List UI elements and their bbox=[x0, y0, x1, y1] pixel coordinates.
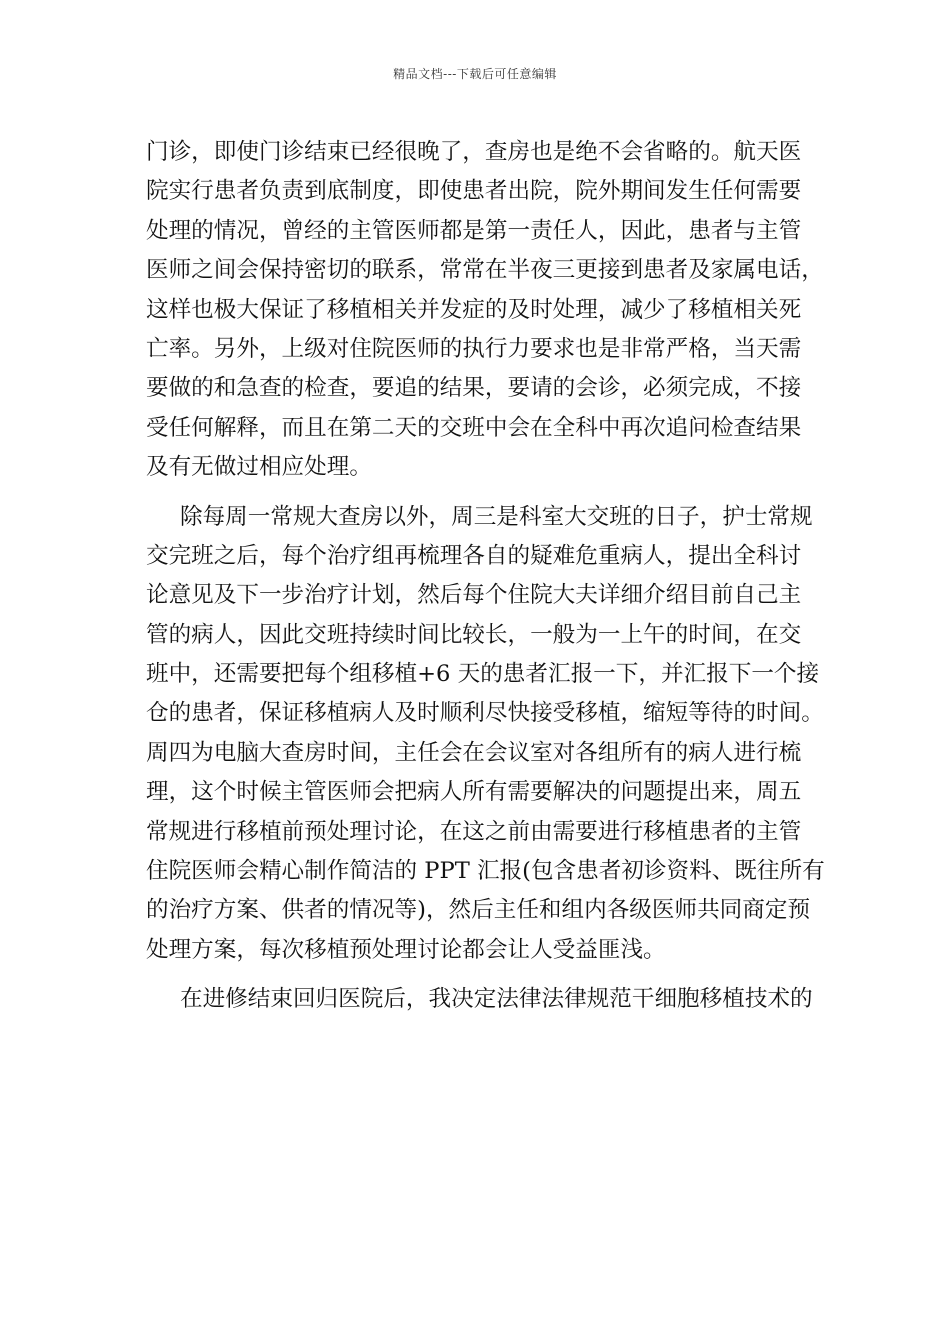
paragraph-3 bbox=[146, 980, 813, 1019]
text-line: 的治疗方案、供者的情况等)，然后主任和组内各级医师共同商定预 bbox=[146, 897, 811, 924]
text-line: 在进修结束回归医院后，我决定法律法律规范干细胞移植技术的 bbox=[180, 986, 813, 1013]
text-line: 院实行患者负责到底制度，即使患者出院，院外期间发生任何需要 bbox=[146, 178, 802, 205]
text-line: 门诊，即使门诊结束已经很晚了，查房也是绝不会省略的。航天医 bbox=[146, 139, 802, 165]
text-line: 班中，还需要把每个组移植+6 天的患者汇报一下，并汇报下一个接 bbox=[146, 661, 820, 688]
text-line: 交完班之后，每个治疗组再梳理各自的疑难危重病人，提出全科讨 bbox=[146, 542, 802, 569]
paragraph-gap bbox=[146, 970, 810, 980]
text-line: 除每周一常规大查房以外，周三是科室大交班的日子，护士常规 bbox=[180, 503, 813, 530]
paragraph-2 bbox=[146, 498, 825, 971]
text-line: 及有无做过相应处理。 bbox=[146, 454, 372, 481]
text-line: 管的病人，因此交班持续时间比较长，一般为一上午的时间，在交 bbox=[146, 621, 802, 648]
text-line: 处理的情况，曾经的主管医师都是第一责任人，因此，患者与主管 bbox=[146, 217, 802, 244]
text-line: 常规进行移植前预处理讨论，在这之前由需要进行移植患者的主管 bbox=[146, 818, 802, 845]
text-line: 处理方案，每次移植预处理讨论都会让人受益匪浅。 bbox=[146, 936, 666, 963]
text-line: 这样也极大保证了移植相关并发症的及时处理，减少了移植相关死 bbox=[146, 296, 802, 323]
text-line: 亡率。另外，上级对住院医师的执行力要求也是非常严格，当天需 bbox=[146, 335, 802, 362]
text-line: 理，这个时候主管医师会把病人所有需要解决的问题提出来，周五 bbox=[146, 779, 802, 806]
paragraph-gap bbox=[146, 488, 810, 498]
text-line: 周四为电脑大查房时间，主任会在会议室对各组所有的病人进行梳 bbox=[146, 739, 802, 766]
text-line: 要做的和急查的检查，要追的结果，要请的会诊，必须完成，不接 bbox=[146, 375, 802, 402]
page-header: 精品文档---下载后可任意编辑 bbox=[393, 67, 557, 81]
text-line: 受任何解释，而且在第二天的交班中会在全科中再次追问检查结果 bbox=[146, 414, 802, 441]
text-line: 仓的患者，保证移植病人及时顺利尽快接受移植，缩短等待的时间。 bbox=[146, 700, 824, 727]
text-line: 论意见及下一步治疗计划，然后每个住院大夫详细介绍目前自己主 bbox=[146, 582, 802, 609]
text-line: 住院医师会精心制作简洁的 PPT 汇报(包含患者初诊资料、既往所有 bbox=[146, 858, 825, 885]
document-body bbox=[146, 133, 825, 1020]
paragraph-1 bbox=[146, 133, 824, 488]
text-line: 医师之间会保持密切的联系，常常在半夜三更接到患者及家属电话， bbox=[146, 257, 824, 284]
